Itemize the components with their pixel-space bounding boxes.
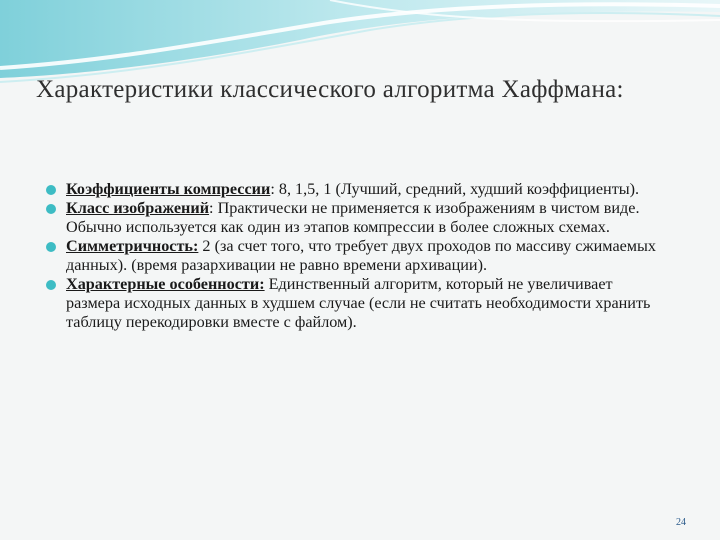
bullet-item [46,275,666,332]
slide-title: Характеристики классического алгоритма Хаффмана: [36,76,624,103]
page-number: 24 [676,517,686,528]
bullet-text: Единственный алгоритм, который не увеличивает размера исходных данных в худшем случае (если не считать необходимости хранить таблицу перекодировки вместе с файлом). [66,275,651,331]
bullet-text: : Практически не применяется к изображениям в чистом виде. Обычно используется как один из этапов компрессии в более сложных схемах. [66,199,640,236]
bullet-term: Симметричность: [66,237,199,255]
bullet-text: : 8, 1,5, 1 (Лучший, средний, худший коэффициенты). [270,180,640,198]
bullet-item [46,237,666,275]
bullet-text: 2 (за счет того, что требует двух проходов по массиву сжимаемых данных). (время разархивации не равно времени архивации). [66,237,657,274]
bullet-list [46,180,666,332]
bullet-term: Класс изображений [66,199,210,217]
bullet-term: Характерные особенности: [66,275,265,293]
bullet-dot-icon [46,242,56,252]
bullet-dot-icon [46,280,56,290]
bullet-dot-icon [46,185,56,195]
bullet-term: Коэффициенты компрессии [66,180,271,198]
bullet-item [46,199,666,237]
bullet-dot-icon [46,204,56,214]
bullet-item [46,180,666,199]
